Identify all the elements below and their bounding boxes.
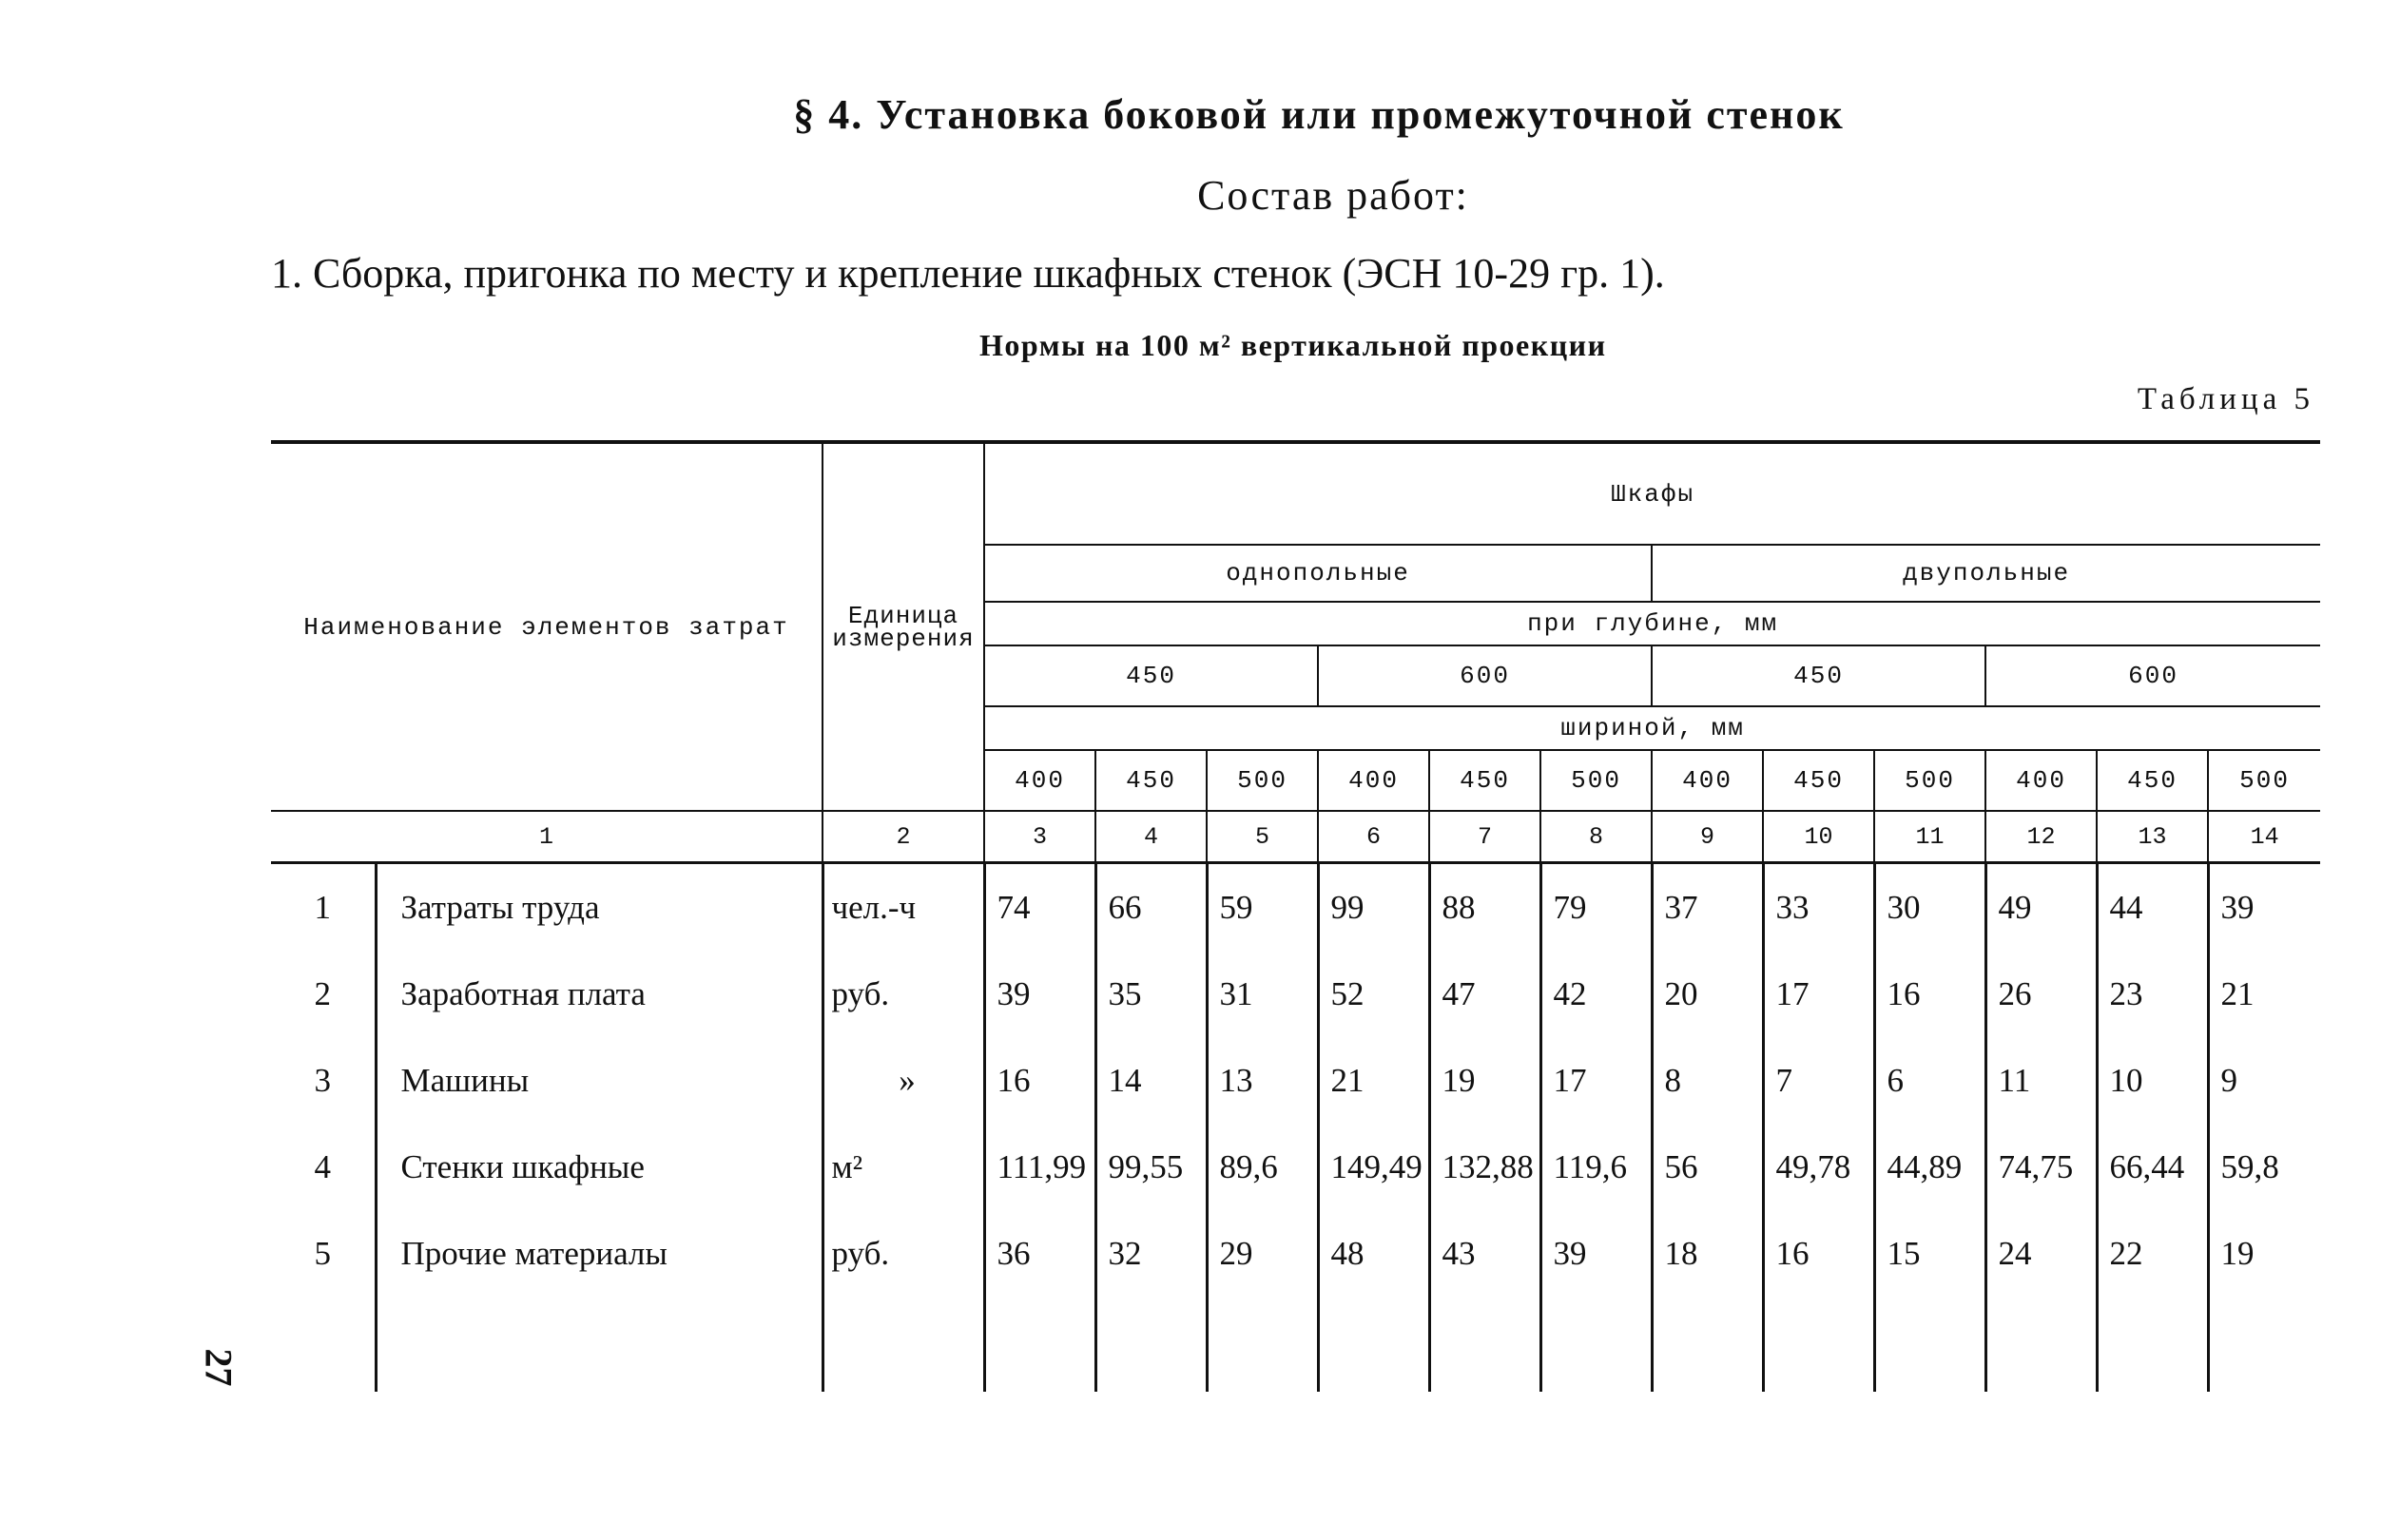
header-group-shkafy: Шкафы xyxy=(984,442,2320,545)
column-number-7: 7 xyxy=(1429,811,1540,863)
header-depth-1: 600 xyxy=(1318,645,1652,706)
row-value-col-11: 44,89 xyxy=(1874,1124,1985,1210)
filler-cell xyxy=(1763,1297,1874,1392)
row-number: 3 xyxy=(314,1061,331,1099)
column-number-14: 14 xyxy=(2208,811,2320,863)
header-width-1: 450 xyxy=(1095,750,1207,811)
filler-cell xyxy=(1874,1297,1985,1392)
row-value-col-7: 88 xyxy=(1429,863,1540,952)
row-value-col-9: 20 xyxy=(1652,951,1763,1037)
header-width-5: 500 xyxy=(1540,750,1652,811)
column-number-11: 11 xyxy=(1874,811,1985,863)
row-value-col-6: 99 xyxy=(1318,863,1429,952)
row-value-col-4: 14 xyxy=(1095,1037,1207,1124)
row-value-col-14: 39 xyxy=(2208,863,2320,952)
column-number-8: 8 xyxy=(1540,811,1652,863)
row-value-col-11: 6 xyxy=(1874,1037,1985,1124)
row-value-col-14: 21 xyxy=(2208,951,2320,1037)
row-number: 1 xyxy=(314,888,331,926)
row-value-col-9: 37 xyxy=(1652,863,1763,952)
header-depth-3: 600 xyxy=(1985,645,2320,706)
row-value-col-8: 119,6 xyxy=(1540,1124,1652,1210)
row-value-col-12: 26 xyxy=(1985,951,2097,1037)
row-name: Машины xyxy=(376,1037,823,1124)
row-value-col-13: 66,44 xyxy=(2097,1124,2208,1210)
row-value-col-8: 42 xyxy=(1540,951,1652,1037)
filler-cell xyxy=(823,1297,984,1392)
row-value-col-3: 39 xyxy=(984,951,1095,1037)
row-value-col-12: 74,75 xyxy=(1985,1124,2097,1210)
row-value-col-14: 19 xyxy=(2208,1210,2320,1297)
row-name: Прочие материалы xyxy=(376,1210,823,1297)
table-row xyxy=(271,951,2320,1037)
row-number: 2 xyxy=(314,974,331,1012)
row-value-col-3: 36 xyxy=(984,1210,1095,1297)
header-width-9: 400 xyxy=(1985,750,2097,811)
row-value-col-6: 48 xyxy=(1318,1210,1429,1297)
header-name-column xyxy=(271,442,823,811)
row-value-col-7: 19 xyxy=(1429,1037,1540,1124)
row-value-col-14: 59,8 xyxy=(2208,1124,2320,1210)
table-filler-row xyxy=(271,1297,2320,1392)
header-depth-0: 450 xyxy=(984,645,1318,706)
table-row xyxy=(271,863,2320,952)
norms-table xyxy=(271,440,2320,1392)
row-value-col-3: 16 xyxy=(984,1037,1095,1124)
header-width-6: 400 xyxy=(1652,750,1763,811)
row-value-col-6: 21 xyxy=(1318,1037,1429,1124)
row-value-col-9: 56 xyxy=(1652,1124,1763,1210)
row-value-col-10: 7 xyxy=(1763,1037,1874,1124)
row-value-col-7: 43 xyxy=(1429,1210,1540,1297)
row-value-col-11: 16 xyxy=(1874,951,1985,1037)
header-subgroup-double: двупольные xyxy=(1652,545,2320,602)
column-number-1: 1 xyxy=(271,811,823,863)
row-value-col-3: 111,99 xyxy=(984,1124,1095,1210)
row-unit: руб. xyxy=(823,951,984,1037)
section-title: § 4. Установка боковой или промежуточной стенок xyxy=(793,91,1845,138)
filler-cell xyxy=(1985,1297,2097,1392)
filler-cell xyxy=(1652,1297,1763,1392)
row-value-col-11: 15 xyxy=(1874,1210,1985,1297)
row-value-col-9: 18 xyxy=(1652,1210,1763,1297)
row-value-col-10: 16 xyxy=(1763,1210,1874,1297)
row-name: Заработная плата xyxy=(376,951,823,1037)
row-value-col-13: 23 xyxy=(2097,951,2208,1037)
row-value-col-5: 13 xyxy=(1207,1037,1318,1124)
filler-cell xyxy=(1318,1297,1429,1392)
row-number: 5 xyxy=(314,1234,331,1272)
page-number: 27 xyxy=(197,1348,241,1387)
table-label: Таблица 5 xyxy=(2137,382,2314,416)
row-value-col-4: 66 xyxy=(1095,863,1207,952)
row-value-col-12: 11 xyxy=(1985,1037,2097,1124)
row-value-col-8: 39 xyxy=(1540,1210,1652,1297)
row-value-col-4: 99,55 xyxy=(1095,1124,1207,1210)
filler-cell xyxy=(1540,1297,1652,1392)
column-number-9: 9 xyxy=(1652,811,1763,863)
table-row xyxy=(271,1124,2320,1210)
row-value-col-5: 89,6 xyxy=(1207,1124,1318,1210)
column-number-3: 3 xyxy=(984,811,1095,863)
row-value-col-4: 35 xyxy=(1095,951,1207,1037)
row-value-col-14: 9 xyxy=(2208,1037,2320,1124)
sostav-heading: Состав работ: xyxy=(1197,172,1469,219)
filler-cell xyxy=(2208,1297,2320,1392)
header-width-2: 500 xyxy=(1207,750,1318,811)
row-value-col-7: 47 xyxy=(1429,951,1540,1037)
header-subgroup-single: однопольные xyxy=(984,545,1652,602)
row-value-col-6: 52 xyxy=(1318,951,1429,1037)
filler-cell xyxy=(984,1297,1095,1392)
row-value-col-12: 24 xyxy=(1985,1210,2097,1297)
filler-cell xyxy=(2097,1297,2208,1392)
row-name: Затраты труда xyxy=(376,863,823,952)
header-unit-text: Единица измерения xyxy=(832,601,975,653)
filler-cell xyxy=(1429,1297,1540,1392)
row-name: Стенки шкафные xyxy=(376,1124,823,1210)
filler-cell xyxy=(376,1297,823,1392)
column-number-6: 6 xyxy=(1318,811,1429,863)
row-value-col-10: 17 xyxy=(1763,951,1874,1037)
row-value-col-13: 10 xyxy=(2097,1037,2208,1124)
row-value-col-3: 74 xyxy=(984,863,1095,952)
row-value-col-5: 31 xyxy=(1207,951,1318,1037)
filler-cell xyxy=(1207,1297,1318,1392)
row-unit: чел.-ч xyxy=(823,863,984,952)
row-number: 4 xyxy=(314,1147,331,1185)
table-row xyxy=(271,1037,2320,1124)
row-value-col-6: 149,49 xyxy=(1318,1124,1429,1210)
header-width-4: 450 xyxy=(1429,750,1540,811)
header-unit-column xyxy=(823,442,984,811)
header-width-label: шириной, мм xyxy=(984,706,2320,750)
row-value-col-11: 30 xyxy=(1874,863,1985,952)
header-width-10: 450 xyxy=(2097,750,2208,811)
row-value-col-10: 33 xyxy=(1763,863,1874,952)
norms-caption: Нормы на 100 м² вертикальной проекции xyxy=(979,328,1607,362)
row-value-col-8: 79 xyxy=(1540,863,1652,952)
column-number-5: 5 xyxy=(1207,811,1318,863)
row-value-col-10: 49,78 xyxy=(1763,1124,1874,1210)
row-value-col-13: 22 xyxy=(2097,1210,2208,1297)
filler-cell xyxy=(1095,1297,1207,1392)
column-number-12: 12 xyxy=(1985,811,2097,863)
row-unit: » xyxy=(823,1037,984,1124)
row-value-col-9: 8 xyxy=(1652,1037,1763,1124)
row-value-col-7: 132,88 xyxy=(1429,1124,1540,1210)
row-value-col-4: 32 xyxy=(1095,1210,1207,1297)
column-number-4: 4 xyxy=(1095,811,1207,863)
norms-table-wrap xyxy=(271,440,2317,1392)
header-depth-2: 450 xyxy=(1652,645,1985,706)
header-width-3: 400 xyxy=(1318,750,1429,811)
row-value-col-5: 29 xyxy=(1207,1210,1318,1297)
work-item: 1. Сборка, пригонка по месту и крепление шкафных стенок (ЭСН 10-29 гр. 1). xyxy=(271,250,1665,297)
header-width-0: 400 xyxy=(984,750,1095,811)
column-number-2: 2 xyxy=(823,811,984,863)
row-value-col-8: 17 xyxy=(1540,1037,1652,1124)
header-name-text: Наименование элементов затрат xyxy=(303,612,789,642)
row-unit: руб. xyxy=(823,1210,984,1297)
row-value-col-12: 49 xyxy=(1985,863,2097,952)
row-value-col-13: 44 xyxy=(2097,863,2208,952)
filler-cell xyxy=(271,1297,376,1392)
header-width-11: 500 xyxy=(2208,750,2320,811)
header-width-7: 450 xyxy=(1763,750,1874,811)
header-depth-label: при глубине, мм xyxy=(984,602,2320,645)
header-width-8: 500 xyxy=(1874,750,1985,811)
column-number-13: 13 xyxy=(2097,811,2208,863)
column-number-10: 10 xyxy=(1763,811,1874,863)
row-value-col-5: 59 xyxy=(1207,863,1318,952)
table-row xyxy=(271,1210,2320,1297)
row-unit: м² xyxy=(823,1124,984,1210)
